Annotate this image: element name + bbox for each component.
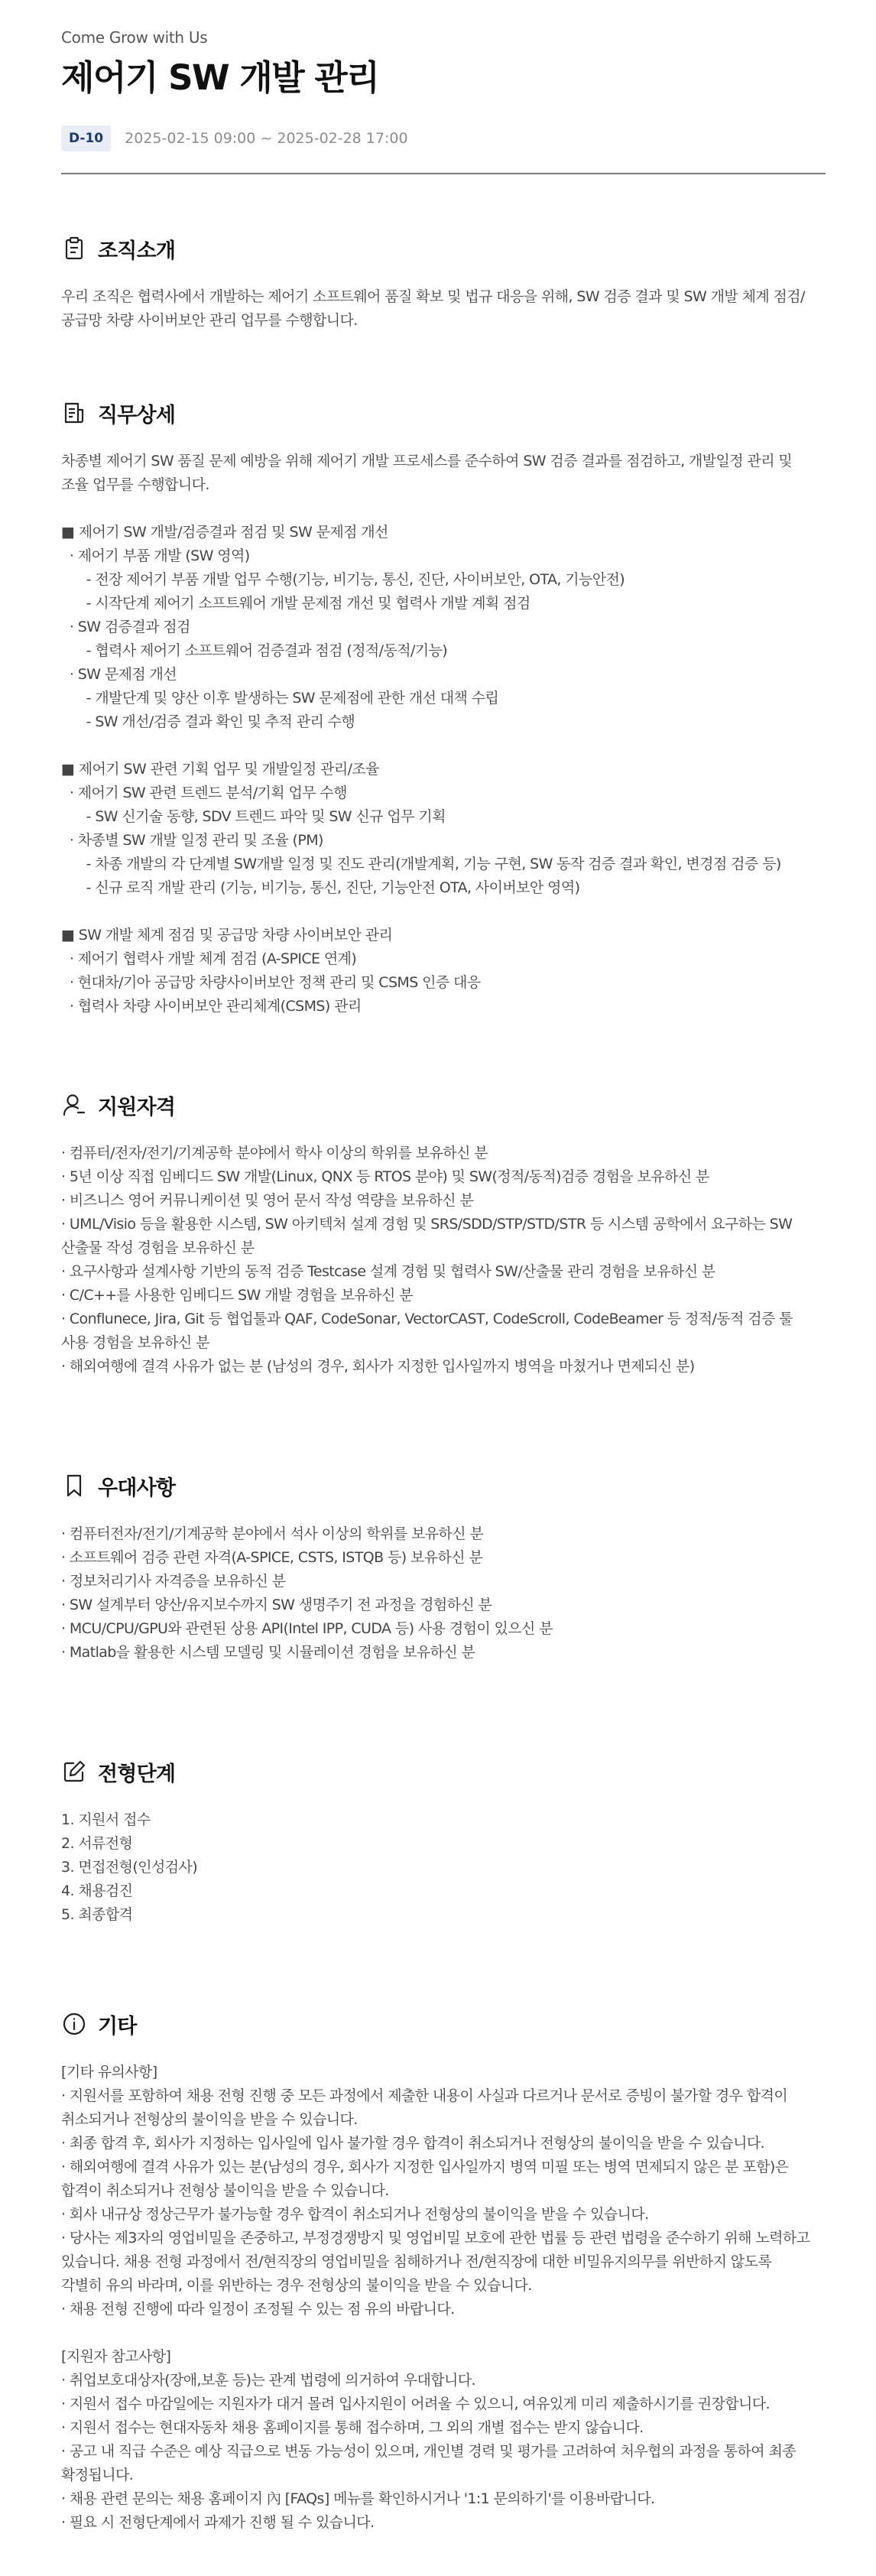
section-etc <box>61 2009 826 2535</box>
section-title: 기타 <box>98 2014 137 2038</box>
posting-meta <box>61 125 408 152</box>
section-title: 전형단계 <box>98 1762 176 1786</box>
dday-badge: D-10 <box>61 125 111 151</box>
info-icon <box>61 2011 87 2037</box>
body-line: · 제어기 SW 관련 트렌드 분석/기획 업무 수행 <box>61 784 347 801</box>
eyebrow-text: Come Grow with Us <box>61 28 208 47</box>
section-body <box>61 1142 826 1379</box>
body-line: · SW 검증결과 점검 <box>61 619 190 635</box>
body-line: · 5년 이상 직접 임베디드 SW 개발(Linux, QNX 등 RTOS 분야) 및 SW(정적/동적)검증 경험을 보유하신 분 <box>61 1168 709 1185</box>
body-line: 차종별 제어기 SW 품질 문제 예방을 위해 제어기 개발 프로세스를 준수하여 SW 검증 결과를 점검하고, 개발일정 관리 및 <box>61 453 793 469</box>
body-line: 조율 업무를 수행합니다. <box>61 476 209 493</box>
body-line: · 정보처리기사 자격증을 보유하신 분 <box>61 1573 286 1590</box>
body-line: - 개발단계 및 양산 이후 발생하는 SW 문제점에 관한 개선 대책 수립 <box>61 690 499 707</box>
header-divider <box>61 173 826 174</box>
body-line: ■ 제어기 SW 개발/검증결과 점검 및 SW 문제점 개선 <box>61 524 388 541</box>
section-qualifications <box>61 1090 826 1379</box>
body-line: · 비즈니스 영어 커뮤니케이션 및 영어 문서 작성 역량을 보유하신 분 <box>61 1192 474 1209</box>
body-line: [기타 유의사항] <box>61 2064 157 2081</box>
body-line: · 취업보호대상자(장애,보훈 등)는 관계 법령에 의거하여 우대합니다. <box>61 2372 475 2389</box>
section-body <box>61 1808 826 1927</box>
body-line <box>61 900 826 924</box>
body-line: 5. 최종합격 <box>61 1906 133 1923</box>
page-title: 제어기 SW 개발 관리 <box>61 57 379 98</box>
body-line: · C/C++를 사용한 임베디드 SW 개발 경험을 보유하신 분 <box>61 1287 413 1304</box>
body-line: 공급망 차량 사이버보안 관리 업무를 수행합니다. <box>61 312 358 329</box>
body-line: 취소되거나 전형상의 불이익을 받을 수 있습니다. <box>61 2111 358 2128</box>
body-line: · 회사 내규상 정상근무가 불가능할 경우 합격이 취소되거나 전형상의 불이익을 받을 수 있습니다. <box>61 2206 649 2223</box>
body-line <box>61 734 826 758</box>
section-org <box>61 233 826 333</box>
body-line <box>61 497 826 521</box>
body-line: 4. 채용검진 <box>61 1882 133 1899</box>
body-line: · 최종 합격 후, 회사가 지정하는 입사일에 입사 불가할 경우 합격이 취소되거나 전형상의 불이익을 받을 수 있습니다. <box>61 2135 765 2152</box>
application-period: 2025-02-15 09:00 ~ 2025-02-28 17:00 <box>125 130 408 147</box>
body-line: 합격이 취소되거나 전형상 불이익을 받을 수 있습니다. <box>61 2182 389 2199</box>
body-line: · 현대차/기아 공급망 차량사이버보안 정책 관리 및 CSMS 인증 대응 <box>61 974 481 991</box>
person-icon <box>61 1092 87 1118</box>
document-list-icon <box>61 400 87 426</box>
body-line: · Conflunece, Jira, Git 등 협업툴과 QAF, CodeSonar, VectorCAST, CodeScroll, CodeBeamer 등 정적/동적 검증 툴 <box>61 1311 793 1327</box>
body-line: 3. 면접전형(인성검사) <box>61 1859 198 1876</box>
body-line: · 차종별 SW 개발 일정 관리 및 조율 (PM) <box>61 832 323 849</box>
body-line: - 차종 개발의 각 단계별 SW개발 일정 및 진도 관리(개발계획, 기능 구현, SW 동작 검증 결과 확인, 변경점 검증 등) <box>61 856 781 872</box>
body-line: ■ SW 개발 체계 점검 및 공급망 차량 사이버보안 관리 <box>61 927 393 944</box>
body-line: · 지원서 접수 마감일에는 지원자가 대거 몰려 입사지원이 어려울 수 있으니, 여유있게 미리 제출하시기를 권장합니다. <box>61 2396 770 2412</box>
body-line <box>61 2321 826 2345</box>
body-line: · Matlab을 활용한 시스템 모델링 및 시뮬레이션 경험을 보유하신 분 <box>61 1644 475 1661</box>
body-line: · 요구사항과 설계사항 기반의 동적 검증 Testcase 설계 경험 및 협력사 SW/산출물 관리 경험을 보유하신 분 <box>61 1263 715 1280</box>
body-line: 2. 서류전형 <box>61 1835 133 1852</box>
body-line: · 소프트웨어 검증 관련 자격(A-SPICE, CSTS, ISTQB 등) 보유하신 분 <box>61 1549 483 1566</box>
body-line: · MCU/CPU/GPU와 관련된 상용 API(Intel IPP, CUDA 등) 사용 경험이 있으신 분 <box>61 1620 553 1637</box>
section-body <box>61 285 826 333</box>
body-line: [지원자 참고사항] <box>61 2348 171 2365</box>
section-job <box>61 398 826 1018</box>
body-line: · 당사는 제3자의 영업비밀을 존중하고, 부정경쟁방지 및 영업비밀 보호에 관한 법률 등 관련 법령을 준수하기 위해 노력하고 <box>61 2230 810 2246</box>
body-line: · 제어기 협력사 개발 체계 점검 (A-SPICE 연계) <box>61 950 357 967</box>
section-title: 조직소개 <box>98 239 176 263</box>
body-line: 있습니다. 채용 전형 과정에서 전/현직장의 영업비밀을 침해하거나 전/현직장에 대한 비밀유지의무를 위반하지 않도록 <box>61 2253 772 2270</box>
body-line: ■ 제어기 SW 관련 기획 업무 및 개발일정 관리/조율 <box>61 761 379 778</box>
body-line: · SW 설계부터 양산/유지보수까지 SW 생명주기 전 과정을 경험하신 분 <box>61 1597 492 1613</box>
body-line: · 지원서를 포함하여 채용 전형 진행 중 모든 과정에서 제출한 내용이 사실과 다르거나 문서로 증빙이 불가할 경우 합격이 <box>61 2087 788 2104</box>
section-process <box>61 1756 826 1927</box>
section-body <box>61 450 826 1018</box>
body-line: · 해외여행에 결격 사유가 있는 분(남성의 경우, 회사가 지정한 입사일까지 병역 미필 또는 병역 면제되지 않은 분 포함)은 <box>61 2159 789 2175</box>
body-line: · 제어기 부품 개발 (SW 영역) <box>61 547 250 564</box>
body-line: 사용 경험을 보유하신 분 <box>61 1334 209 1351</box>
body-line: · 공고 내 직급 수준은 예상 직급으로 변동 가능성이 있으며, 개인별 경력 및 평가를 고려하여 처우협의 과정을 통하여 최종 <box>61 2443 796 2460</box>
body-line: - 시작단계 제어기 소프트웨어 개발 문제점 개선 및 협력사 개발 계획 점검 <box>61 595 530 612</box>
body-line: · 필요 시 전형단계에서 과제가 진행 될 수 있습니다. <box>61 2514 375 2531</box>
body-line: 1. 지원서 접수 <box>61 1811 151 1828</box>
body-line: 우리 조직은 협력사에서 개발하는 제어기 소프트웨어 품질 확보 및 법규 대응을 위해, SW 검증 결과 및 SW 개발 체계 점검/ <box>61 288 805 305</box>
body-line: · 컴퓨터/전자/전기/기계공학 분야에서 학사 이상의 학위를 보유하신 분 <box>61 1145 488 1161</box>
body-line: 산출물 작성 경험을 보유하신 분 <box>61 1239 255 1256</box>
section-title: 직무상세 <box>98 403 176 427</box>
section-body <box>61 1522 826 1665</box>
body-line: · 채용 전형 진행에 따라 일정이 조정될 수 있는 점 유의 바랍니다. <box>61 2301 455 2318</box>
body-line: - 협력사 제어기 소프트웨어 검증결과 점검 (정적/동적/기능) <box>61 642 448 659</box>
body-line: - SW 개선/검증 결과 확인 및 추적 관리 수행 <box>61 713 355 730</box>
body-line: 각별히 유의 바라며, 이를 위반하는 경우 전형상의 불이익을 받을 수 있습니다. <box>61 2277 532 2294</box>
body-line: - 신규 로직 개발 관리 (기능, 비기능, 통신, 진단, 기능안전 OTA, 사이버보안 영역) <box>61 879 580 896</box>
body-line: · 해외여행에 결격 사유가 없는 분 (남성의 경우, 회사가 지정한 입사일까지 병역을 마쳤거나 면제되신 분) <box>61 1358 695 1375</box>
clipboard-icon <box>61 236 87 261</box>
body-line: - SW 신기술 동향, SDV 트렌드 파악 및 SW 신규 업무 기획 <box>61 808 446 825</box>
body-line: 확정됩니다. <box>61 2467 134 2483</box>
body-line: · 협력사 차량 사이버보안 관리체계(CSMS) 관리 <box>61 998 362 1015</box>
body-line: · 컴퓨터전자/전기/기계공학 분야에서 석사 이상의 학위를 보유하신 분 <box>61 1525 484 1542</box>
edit-icon <box>61 1759 87 1785</box>
bookmark-icon <box>61 1473 87 1499</box>
body-line: · 채용 관련 문의는 채용 홈페이지 內 [FAQs] 메뉴를 확인하시거나 '1:1 문의하기'를 이용바랍니다. <box>61 2490 655 2507</box>
section-title: 우대사항 <box>98 1476 176 1500</box>
body-line: · UML/Visio 등을 활용한 시스템, SW 아키텍처 설계 경험 및 SRS/SDD/STP/STD/STR 등 시스템 공학에서 요구하는 SW <box>61 1216 793 1233</box>
section-title: 지원자격 <box>98 1095 176 1119</box>
body-line: · 지원서 접수는 현대자동차 채용 홈페이지를 통해 접수하며, 그 외의 개별 접수는 받지 않습니다. <box>61 2419 644 2436</box>
section-preferred <box>61 1470 826 1665</box>
section-body <box>61 2061 826 2535</box>
body-line: · SW 문제점 개선 <box>61 666 177 683</box>
body-line: - 전장 제어기 부품 개발 업무 수행(기능, 비기능, 통신, 진단, 사이버보안, OTA, 기능안전) <box>61 571 625 588</box>
